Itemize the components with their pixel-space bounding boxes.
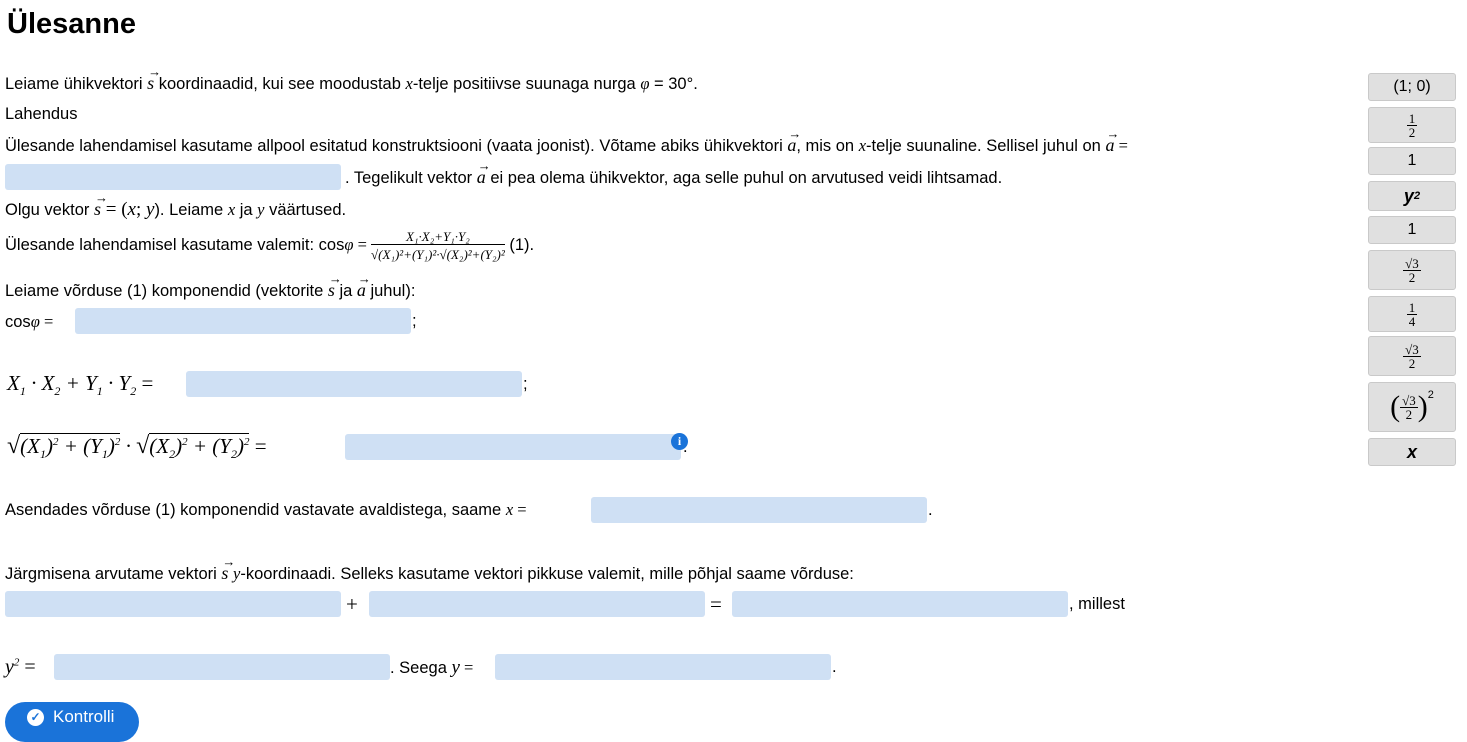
equals-sign: =	[710, 592, 722, 616]
drop-slot-denominator[interactable]	[345, 434, 681, 460]
drop-slot-cos-phi[interactable]	[75, 308, 411, 334]
y-squared-label: $y^2$ =	[5, 656, 36, 678]
drop-slot-y[interactable]	[495, 654, 831, 680]
page-title: Ülesanne	[7, 8, 136, 40]
check-icon: ✓	[27, 709, 44, 726]
drop-slot-y-squared[interactable]	[54, 654, 390, 680]
tile-x[interactable]: x	[1368, 438, 1456, 466]
vector-s: → s	[147, 72, 154, 94]
tile-one-b[interactable]: 1	[1368, 216, 1456, 244]
seega-text: . Seega y =	[390, 657, 474, 678]
tile-one-a[interactable]: 1	[1368, 147, 1456, 175]
drop-slot-vector-a[interactable]	[5, 164, 341, 190]
components-intro: Leiame võrduse (1) komponendid (vektorite → s ja → a juhul):	[5, 279, 415, 302]
tile-y-squared[interactable]: y 2	[1368, 181, 1456, 211]
tile-one-half[interactable]: $\frac{1}{2}$	[1368, 107, 1456, 143]
vector-definition: Olgu vektor → s = (x; y). Leiame x ja y väärtused.	[5, 198, 346, 221]
tile-sqrt3-over-2-squared[interactable]: ( $\frac{√3}{2}$ ) $^2$	[1368, 382, 1456, 432]
drop-slot-numerator[interactable]	[186, 371, 522, 397]
drop-slot-length-2[interactable]	[369, 591, 705, 617]
period-2: .	[928, 501, 933, 519]
cosine-formula: Ülesande lahendamisel kasutame valemit: cosφ = $\frac{\text{X₁·X₂+Y₁·Y₂}}{\text{√(X₁)²+(Y₁)²·√(X₂)²+(Y₂)²}}$ (1).	[5, 228, 535, 262]
plus-sign: +	[346, 592, 358, 616]
numerator-expression: $X_1 \cdot X_2 + Y_1 \cdot Y_2$ =	[7, 371, 154, 399]
semicolon-2: ;	[523, 375, 528, 393]
formula-fraction: $\frac{\text{X₁·X₂+Y₁·Y₂}}{\text{√(X₁)²+(Y₁)²·√(X₂)²+(Y₂)²}}$	[371, 228, 505, 262]
tile-one-quarter[interactable]: $\frac{1}{4}$	[1368, 296, 1456, 332]
tile-sqrt3-over-2-b[interactable]: $\frac{√3}{2}$	[1368, 336, 1456, 376]
check-button[interactable]: ✓ Kontrolli	[5, 702, 139, 742]
substitution-text: Asendades võrduse (1) komponendid vastavate avaldistega, saame x =	[5, 500, 527, 519]
tile-sqrt3-over-2-a[interactable]: $\frac{√3}{2}$	[1368, 250, 1456, 290]
drop-slot-x[interactable]	[591, 497, 927, 523]
drop-slot-length-3[interactable]	[732, 591, 1068, 617]
semicolon-1: ;	[412, 312, 417, 330]
construction-text: Ülesande lahendamisel kasutame allpool esitatud konstruktsiooni (vaata joonist). Võtame abiks ühikvektori → a, mis on x-telje suunaline. Sellisel juhul on → a =	[5, 134, 1128, 157]
denominator-expression: $√(X_1)^2 + (Y_1)^2 \cdot √(X_2)^2 + (Y_2)^2$ =	[7, 433, 267, 462]
period-1: .	[683, 438, 688, 456]
info-icon[interactable]: i	[671, 433, 688, 450]
vector-a-note: . Tegelikult vektor → a ei pea olema ühikvektor, aga selle puhul on arvutused veidi lihtsamad.	[345, 166, 1002, 189]
tile-point-1-0[interactable]: (1; 0)	[1368, 73, 1456, 101]
y-coordinate-text: Järgmisena arvutame vektori → s y-koordinaadi. Selleks kasutame vektori pikkuse valemit, mille põhjal saame võrduse:	[5, 562, 854, 585]
solution-heading: Lahendus	[5, 105, 78, 123]
cos-phi-label: cosφ =	[5, 312, 54, 331]
period-3: .	[832, 658, 837, 676]
millest-text: , millest	[1069, 595, 1125, 613]
task-statement: Leiame ühikvektori → s koordinaadid, kui see moodustab x-telje positiivse suunaga nurga φ = 30°.	[5, 72, 698, 95]
drop-slot-length-1[interactable]	[5, 591, 341, 617]
